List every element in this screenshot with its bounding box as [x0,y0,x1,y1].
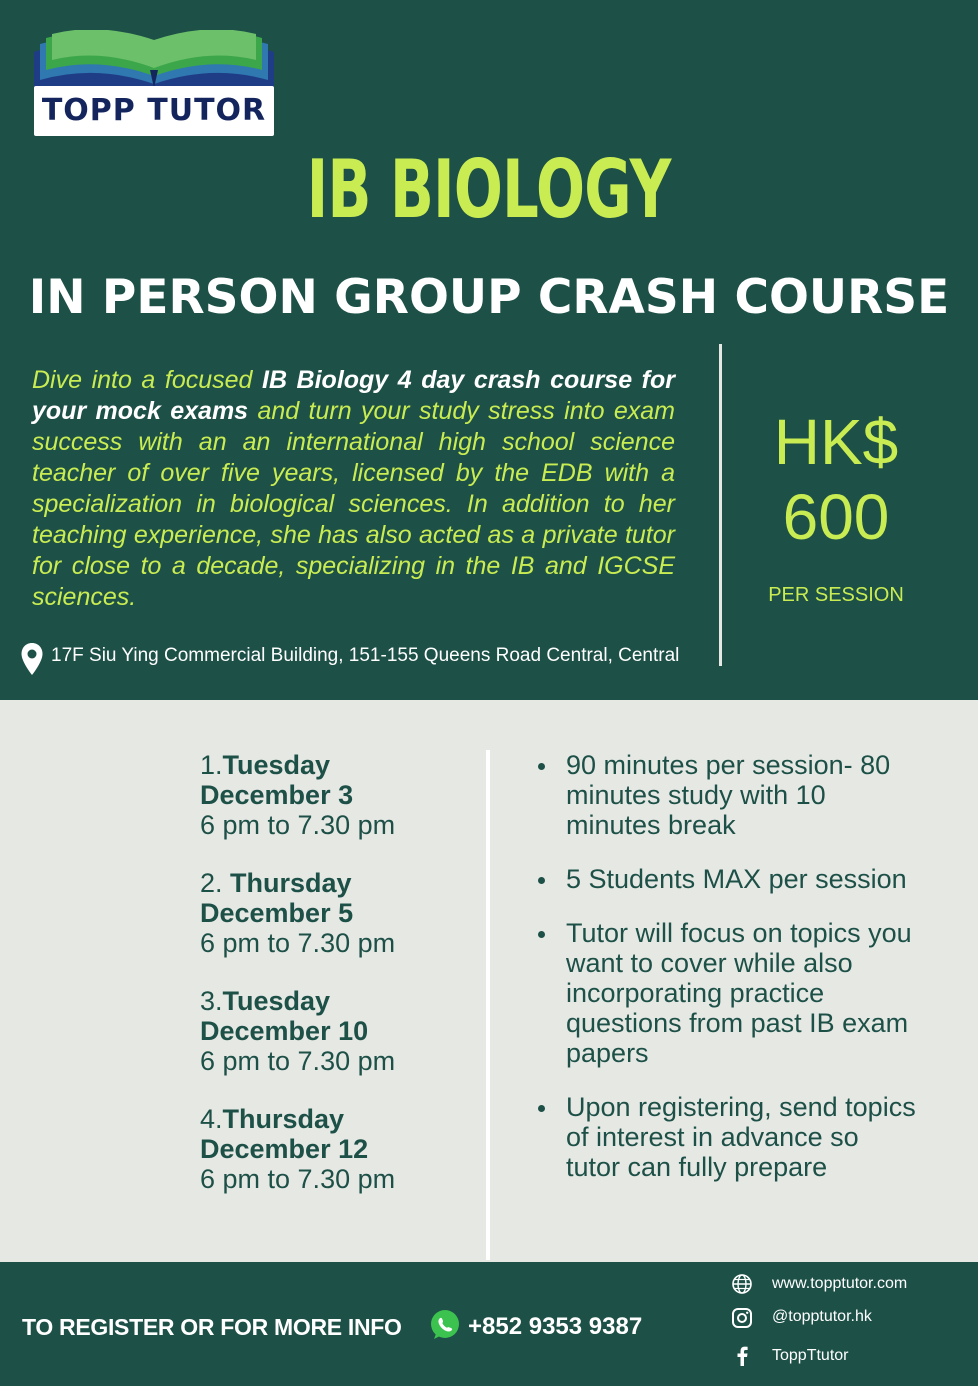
page-title [0,140,978,240]
price-block [722,405,950,555]
description-body: and turn your study stress into exam success with an an international high school science teacher of over five years, licensed by the EDB with a specialization in biological sciences. In addition to her teaching experience, she has also acted as a private tutor for close to a decade, specializing in the IB and IGCSE sciences. [32,397,675,611]
footer [0,1262,978,1386]
logo-text-box [34,86,274,136]
session-number: 2. [200,868,231,898]
detail-item: 5 Students MAX per session [538,864,918,894]
price-amount: 600 [782,481,890,553]
logo [30,30,278,140]
instagram-handle[interactable]: @topptutor.hk [772,1308,872,1325]
page-subtitle: IN PERSON GROUP CRASH COURSE [28,270,950,325]
description-highlight: IB Biology 4 day crash course for your mock exams [32,366,675,425]
facebook-page[interactable]: ToppTtutor [772,1347,849,1364]
session-day: Tuesday [222,750,331,780]
session-date: December 10 [200,1016,369,1046]
facebook-icon [731,1344,753,1366]
price-currency: HK$ [773,406,899,478]
globe-icon [731,1273,753,1295]
course-description [32,365,675,613]
detail-item: 90 minutes per session- 80 minutes study with 10 minutes break [538,750,918,840]
session-time: 6 pm to 7.30 pm [200,1046,396,1076]
page-title-text: IB BIOLOGY [307,143,671,236]
session-item [200,1104,480,1222]
session-day: Thursday [222,1104,345,1134]
location-pin-icon [20,642,44,676]
session-date: December 5 [200,898,354,928]
session-time: 6 pm to 7.30 pm [200,1164,396,1194]
session-day: Tuesday [222,986,331,1016]
detail-item: Tutor will focus on topics you want to cover while also incorporating practice questions from past IB exam papers [538,918,918,1068]
session-number: 1. [200,750,223,780]
session-time: 6 pm to 7.30 pm [200,928,396,958]
course-details-list [538,750,918,1206]
session-item [200,986,480,1104]
phone-number[interactable]: +852 9353 9387 [468,1313,643,1340]
column-divider [486,750,490,1260]
logo-text-first: TOPP [41,93,136,128]
logo-text-second: TUTOR [147,93,267,128]
book-logo-icon [30,30,278,94]
instagram-icon [731,1307,753,1329]
description-intro: Dive into a focused [32,366,262,394]
session-number: 4. [200,1104,223,1134]
session-list [200,750,480,1222]
session-date: December 12 [200,1134,369,1164]
session-item [200,868,480,986]
address-text: 17F Siu Ying Commercial Building, 151-155 Queens Road Central, Central [51,645,680,666]
whatsapp-icon [428,1308,462,1342]
website-link[interactable]: www.topptutor.com [772,1275,908,1292]
register-text: TO REGISTER OR FOR MORE INFO [22,1314,402,1340]
detail-item: Upon registering, send topics of interest in advance so tutor can fully prepare [538,1092,918,1182]
session-item [200,750,480,868]
session-day: Thursday [230,868,352,898]
price-unit: PER SESSION [768,584,904,606]
session-date: December 3 [200,780,354,810]
logo-text [34,86,274,136]
session-time: 6 pm to 7.30 pm [200,810,396,840]
session-number: 3. [200,986,223,1016]
